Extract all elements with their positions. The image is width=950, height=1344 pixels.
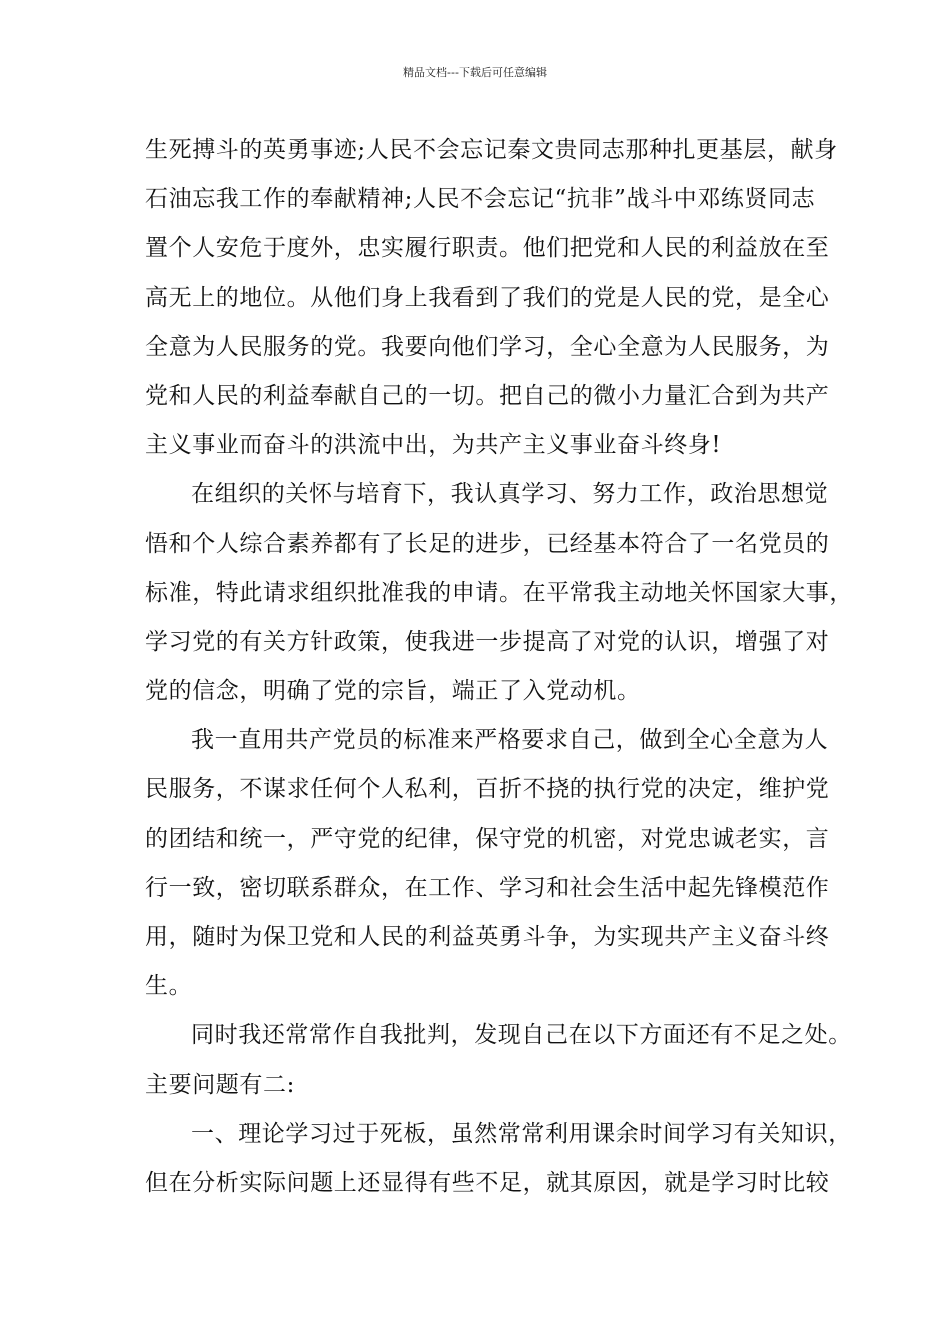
text-line: 高无上的地位。从他们身上我看到了我们的党是人民的党，是全心 [145,284,830,311]
paragraph-first-line: 我一直用共产党员的标准来严格要求自己，做到全心全意为人 [191,727,829,754]
text-line: 生。 [145,973,193,1000]
text-line: 行一致，密切联系群众，在工作、学习和社会生活中起先锋模范作 [145,874,830,901]
text-line: 石油忘我工作的奉献精神;人民不会忘记“抗非”战斗中邓练贤同志 [145,186,816,213]
text-line: 全意为人民服务的党。我要向他们学习，全心全意为人民服务，为 [145,333,830,360]
text-line: 党和人民的利益奉献自己的一切。把自己的微小力量汇合到为共产 [145,382,830,409]
text-line: 主义事业而奋斗的洪流中出，为共产主义事业奋斗终身! [145,432,722,459]
document-body [145,126,853,1208]
paragraph-first-line: 在组织的关怀与培育下，我认真学习、努力工作，政治思想觉 [191,481,829,508]
text-line: 学习党的有关方针政策，使我进一步提高了对党的认识，增强了对 [145,628,830,655]
text-line: 置个人安危于度外，忠实履行职责。他们把党和人民的利益放在至 [145,235,830,262]
page-header: 精品文档---下载后可任意编辑 [403,66,547,79]
text-line: 用，随时为保卫党和人民的利益英勇斗争，为实现共产主义奋斗终 [145,924,830,950]
paragraph-first-line: 一、理论学习过于死板，虽然常常利用课余时间学习有关知识， [191,1120,852,1147]
text-line: 的团结和统一，严守党的纪律，保守党的机密，对党忠诚老实，言 [145,825,830,852]
text-line: 党的信念，明确了党的宗旨，端正了入党动机。 [145,678,641,705]
text-line: 悟和个人综合素养都有了长足的进步，已经基本符合了一名党员的 [145,530,830,557]
text-line: 但在分析实际问题上还显得有些不足，就其原因，就是学习时比较 [145,1169,830,1196]
text-line: 主要问题有二: [145,1071,295,1098]
paragraph-first-line: 同时我还常常作自我批判，发现自己在以下方面还有不足之处。 [191,1022,852,1049]
text-line: 民服务，不谋求任何个人私利，百折不挠的执行党的决定，维护党 [145,776,830,803]
text-line: 标准，特此请求组织批准我的申请。在平常我主动地关怀国家大事， [145,579,853,606]
text-line: 生死搏斗的英勇事迹;人民不会忘记秦文贵同志那种扎更基层，献身 [145,137,838,163]
